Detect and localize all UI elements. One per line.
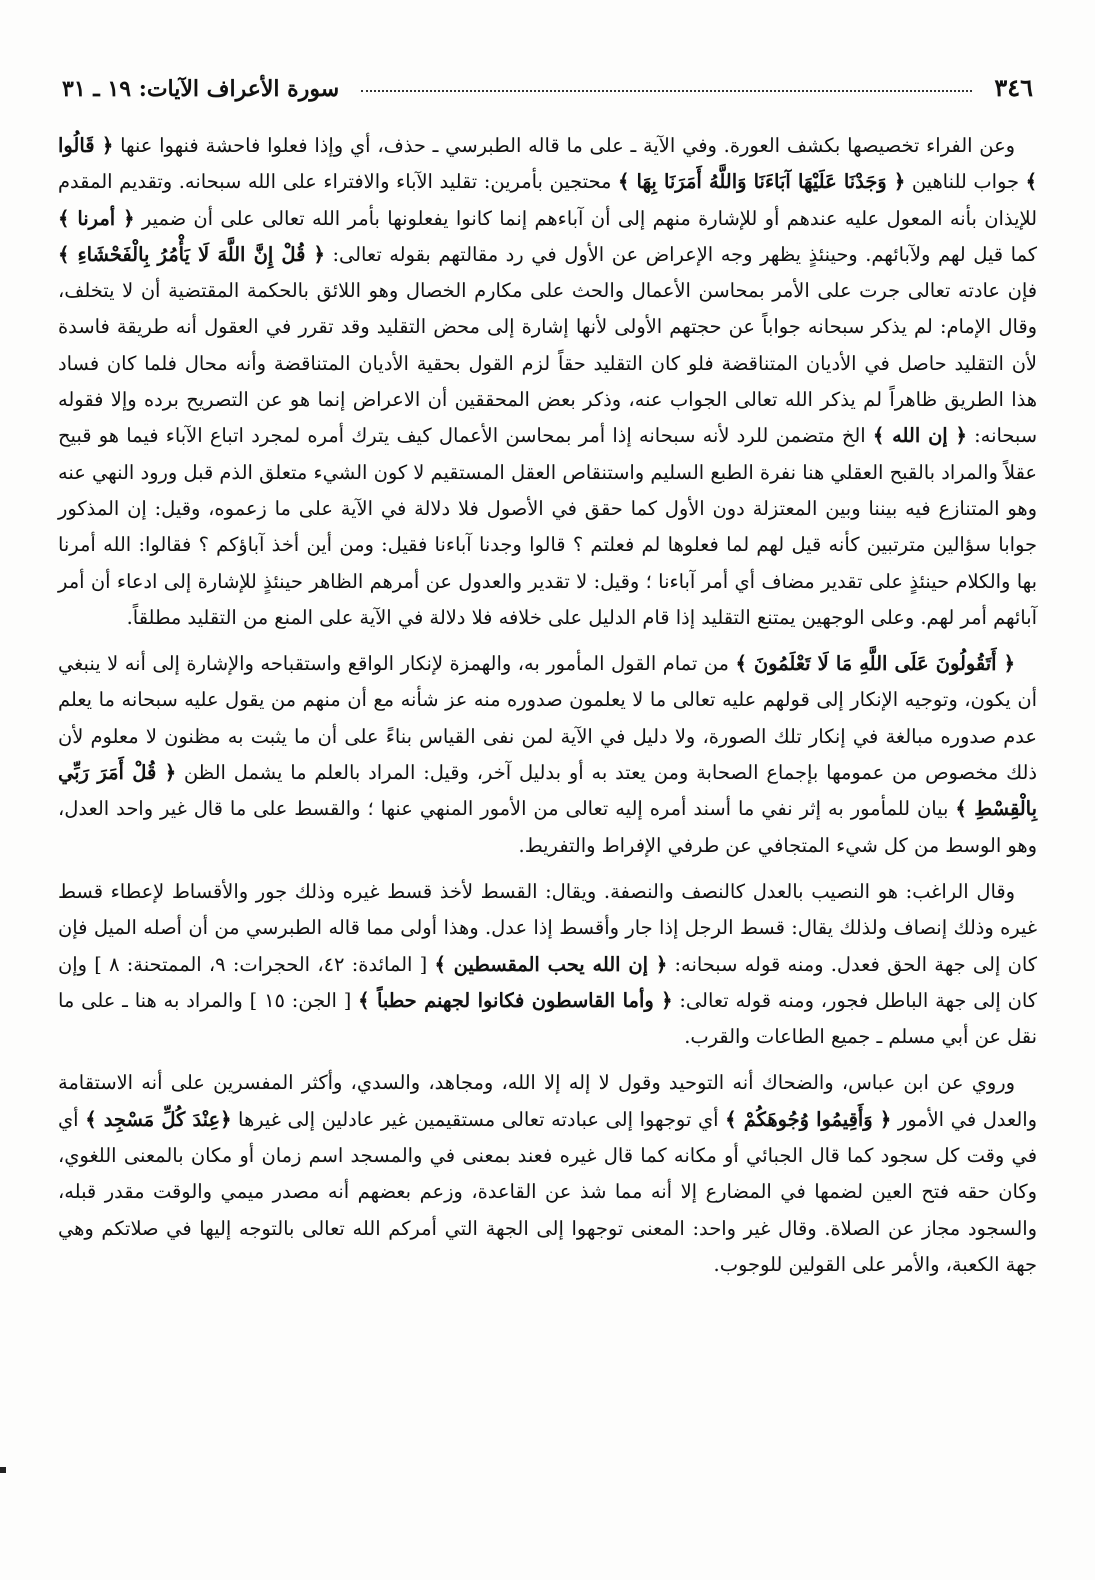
quran-quote: ﴿ أَتَقُولُونَ عَلَى اللَّهِ مَا لَا تَعْلَمُونَ ﴾	[735, 652, 1015, 676]
running-header	[62, 58, 1033, 102]
body-text: [ المائدة: ٤٢، الحجرات: ٩، الممتحنة: ٨ ] وإن كان إلى جهة الباطل فجور، ومنه قوله تعالى:	[58, 952, 1037, 1012]
paragraph	[58, 1065, 1037, 1283]
dotted-leader	[361, 90, 972, 92]
quran-quote: ﴿ أمرنا ﴾	[58, 206, 135, 230]
paragraph	[58, 874, 1037, 1055]
body-text: جواب للناهين	[905, 170, 1026, 194]
quran-quote: ﴿ وأما القاسطون فكانوا لجهنم حطباً ﴾	[358, 988, 673, 1012]
page-number: ٣٤٦	[994, 73, 1033, 102]
body-text: محتجين بأمرين: تقليد الآباء والافتراء على الله سبحانه. وتقديم المقدم للإيذان بأنه المعول عليه عندهم أو للإشارة منهم إلى أن آباءهم إنما كانوا يفعلونها بأمر الله تعالى على أن ضمير	[58, 170, 1037, 230]
quran-quote: ﴿ إن الله ﴾	[872, 424, 967, 448]
running-title: سورة الأعراف الآيات: ١٩ ـ ٣١	[62, 76, 340, 102]
body-text: بيان للمأمور به إثر نفي ما أسند أمره إليه تعالى من الأمور المنهي عنها ؛ والقسط على ما قال غير واحد العدل، وهو الوسط من كل شيء المتجافي عن طرفي الإفراط والتفريط.	[58, 797, 1037, 857]
body-text: [ الجن: ١٥ ] والمراد به هنا ـ على ما نقل عن أبي مسلم ـ جميع الطاعات والقرب.	[58, 988, 1037, 1049]
paragraph	[58, 128, 1037, 636]
body-text: وقال الراغب: هو النصيب بالعدل كالنصف والنصفة. ويقال: القسط لأخذ قسط غيره وذلك جور والأقساط لإعطاء قسط غيره وذلك إنصاف ولذلك يقال: قسط الرجل إذا جار وأقسط إذا عدل. وهذا أولى مما قاله الطبرسي من أن أصله الميل فإن كان إلى جهة الحق فعدل. ومنه قوله سبحانه:	[58, 879, 1037, 976]
body-text: وعن الفراء تخصيصها بكشف العورة. وفي الآية ـ على ما قاله الطبرسي ـ حذف، أي وإذا فعلوا فاحشة فنهوا عنها	[113, 134, 1016, 157]
quran-quote: ﴿ قُلْ إِنَّ اللَّهَ لَا يَأْمُرُ بِالْفَحْشَاءِ ﴾	[58, 242, 325, 266]
body-text: كما قيل لهم ولآبائهم. وحينئذٍ يظهر وجه الإعراض عن الأول في رد مقالتهم بقوله تعالى:	[324, 242, 1038, 266]
quran-quote: ﴿ وَأَقِيمُوا وُجُوهَكُمْ ﴾	[725, 1107, 892, 1131]
body-text: أي في وقت كل سجود كما قال الجبائي أو مكانه كما قال غيره فعند بمعنى في والمسجد اسم زمان أو مكان بالمعنى اللغوي، وكان حقه فتح العين لضمها في المضارع إلا أنه مما شذ عن القاعدة، وزعم بعضهم أنه مصدر ميمي والوقت مقدر قبله، والسجود مجاز عن الصلاة. وقال غير واحد: المعنى توجهوا إلى الجهة التي أمركم الله تعالى بالتوجه إليها في صلاتكم وهي جهة الكعبة، والأمر على القولين للوجوب.	[58, 1107, 1037, 1276]
body-text: أي توجهوا إلى عبادته تعالى مستقيمين غير عادلين إلى غيرها	[231, 1107, 726, 1131]
quran-quote: ﴿ قَالُوا ﴾	[58, 134, 1038, 194]
tafsir-body	[58, 128, 1037, 1520]
scan-edge-mark	[0, 1467, 6, 1473]
body-text: الخ متضمن للرد لأنه سبحانه إذا أمر بمحاسن الأعمال كيف يترك أمره لمجرد اتباع الآباء فيما هو قبيح عقلاً والمراد بالقبح العقلي هنا نفرة الطبع السليم واستنقاص العقل المستقيم لا كون الشيء متعلق الذم قبل ورود النهي عنه وهو المتنازع فيه بيننا وبين المعتزلة دون الأول كما حقق في الأصول فلا دلالة في الآية على ما زعموه، وقيل: إن المذكور جوابا سؤالين مترتبين كأنه قيل لهم لما فعلوها لم فعلتم ؟ قالوا وجدنا آباءنا فقيل: ومن أين أخذ آباؤكم ؟ فقالوا: الله أمرنا بها والكلام حينئذٍ على تقدير مضاف أي أمر آباءنا ؛ وقيل: لا تقدير والعدول عن أمرهم الظاهر حينئذٍ للإشارة إلى ادعاء أن أمر آبائهم أمر لهم. وعلى الوجهين يمتنع التقليد إذا قام الدليل على خلافه فلا دلالة في الآية على المنع من التقليد مطلقاً.	[58, 424, 1037, 629]
quran-quote: ﴿ وَجَدْنَا عَلَيْهَا آبَاءَنَا وَاللَّهُ أَمَرَنَا بِهَا ﴾	[618, 170, 906, 194]
quran-quote: ﴿ قُلْ أَمَرَ رَبِّي بِالْقِسْطِ ﴾	[58, 761, 1037, 821]
paragraph	[58, 646, 1037, 864]
quran-quote: ﴿ إن الله يحب المقسطين ﴾	[434, 952, 668, 976]
body-text: وروي عن ابن عباس، والضحاك أنه التوحيد وقول لا إله إلا الله، ومجاهد، والسدي، وأكثر المفسرين على أنه الاستقامة والعدل في الأمور	[58, 1071, 1037, 1131]
body-text: من تمام القول المأمور به، والهمزة لإنكار الواقع واستقباحه والإشارة إلى أنه لا ينبغي أن يكون، وتوجيه الإنكار إلى قولهم عليه تعالى ما لا يعلمون صدوره منه عز شأنه مع أن منهم من يقول عليه سبحانه ما يعلم عدم صدوره مبالغة في إنكار تلك الصورة، ولا دليل في الآية لمن نفى القياس بناءً على أن ما يثبت به مظنون لا معلوم لأن ذلك مخصوص من عمومها بإجماع الصحابة ومن يعتد به أو بدليل آخر، وقيل: المراد بالعلم ما يشمل الظن	[58, 652, 1037, 785]
quran-quote: ﴿عِنْدَ كُلِّ مَسْجِد ﴾	[85, 1107, 232, 1131]
body-text: فإن عادته تعالى جرت على الأمر بمحاسن الأعمال والحث على مكارم الخصال وهو اللائق بالحكمة المقتضية أن لا يتخلف، وقال الإمام: لم يذكر سبحانه جواباً عن حجتهم الأولى لأنها إشارة إلى محض التقليد وقد تقرر في العقول أنه طريقة فاسدة لأن التقليد حاصل في الأديان المتناقضة فلو كان التقليد حقاً لزم القول بحقية الأديان المتناقضة وأنه محال فلما كان فساد هذا الطريق ظاهراً لم يذكر الله تعالى الجواب عنه، وذكر بعض المحققين أن الاعراض إنما هو عن التصريح برده وإلا فقوله سبحانه:	[58, 279, 1037, 448]
